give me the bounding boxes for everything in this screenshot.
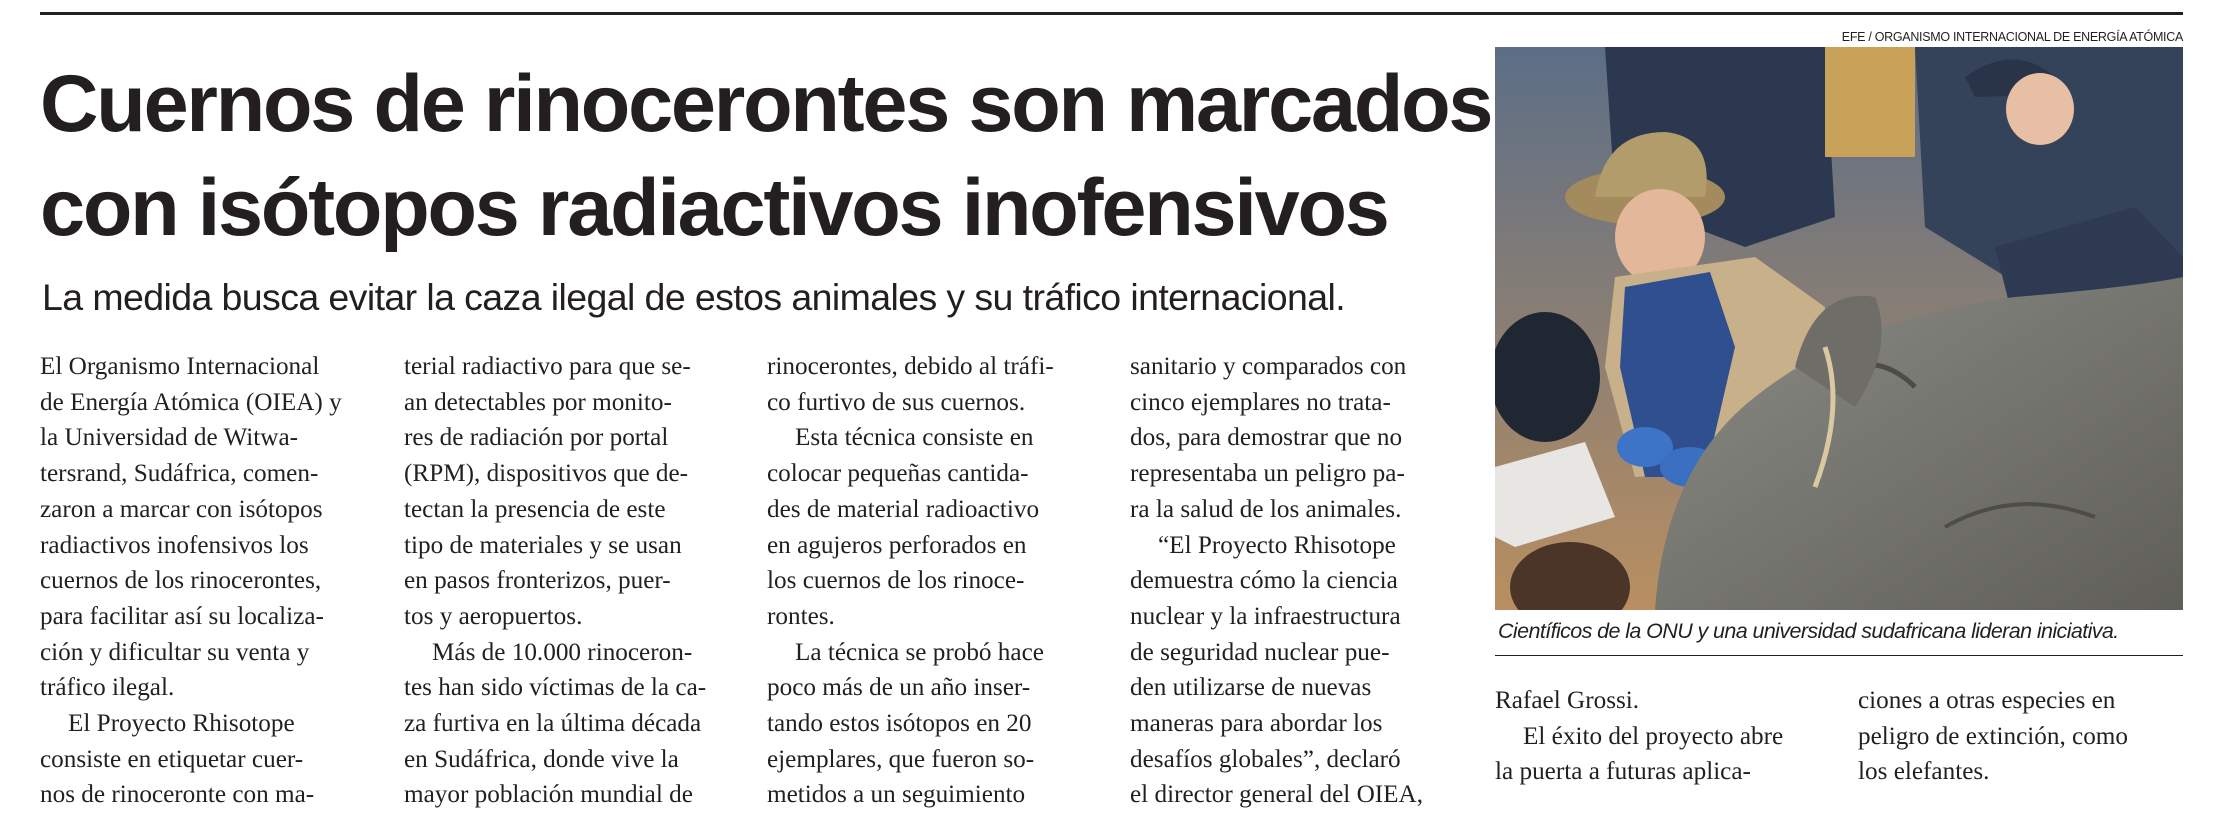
text-line: desafíos globales”, declaró <box>1130 745 1401 773</box>
text-line: la Universidad de Witwa- <box>40 424 299 452</box>
text-line: des de material radioactivo <box>767 495 1040 523</box>
text-line: rinocerontes, debido al tráfi- <box>767 353 1054 380</box>
text-line: El éxito del proyecto abre <box>1523 722 1784 750</box>
text-line: tersrand, Sudáfrica, comen- <box>40 460 319 488</box>
text-line: radiactivos inofensivos los <box>40 531 309 559</box>
text-line: tos y aeropuertos. <box>404 602 583 630</box>
text-line: tando estos isótopos en 20 <box>767 710 1032 738</box>
text-line: consiste en etiquetar cuer- <box>40 745 304 773</box>
text-line: maneras para abordar los <box>1130 710 1383 738</box>
text-line: ra la salud de los animales. <box>1130 495 1402 523</box>
article-column-2 <box>404 349 734 813</box>
text-line: ción y dificultar su venta y <box>40 638 310 666</box>
text-line: colocar pequeñas cantida- <box>767 460 1029 488</box>
text-line: mayor población mundial de <box>404 781 693 809</box>
text-line: en pasos fronterizos, puer- <box>404 567 671 595</box>
text-line: los elefantes. <box>1858 758 1990 786</box>
text-line: co furtivo de sus cuernos. <box>767 388 1026 416</box>
text-line: la puerta a futuras aplica- <box>1495 758 1751 786</box>
article-column-5 <box>1495 683 1820 790</box>
text-line: tipo de materiales y se usan <box>404 531 682 559</box>
text-line: el director general del OIEA, <box>1130 781 1424 809</box>
subheadline: La medida busca evitar la caza ilegal de estos animales y su tráfico internacional. <box>42 276 1346 318</box>
article-column-1 <box>40 349 365 813</box>
article-column-3 <box>767 349 1095 813</box>
text-line: dos, para demostrar que no <box>1130 424 1403 452</box>
rhino-photo-illustration <box>1495 47 2183 610</box>
text-line: demuestra cómo la ciencia <box>1130 567 1398 595</box>
text-line: den utilizarse de nuevas <box>1130 674 1372 702</box>
text-line: poco más de un año inser- <box>767 674 1031 702</box>
text-line: Rafael Grossi. <box>1495 687 1640 714</box>
text-line: ejemplares, que fueron so- <box>767 745 1035 773</box>
text-line: nos de rinoceronte con ma- <box>40 781 315 809</box>
text-line: metidos a un seguimiento <box>767 781 1026 809</box>
text-line: El Proyecto Rhisotope <box>68 710 295 738</box>
text-line: de Energía Atómica (OIEA) y <box>40 388 342 416</box>
text-line: ciones a otras especies en <box>1858 687 2116 714</box>
text-line: (RPM), dispositivos que de- <box>404 460 689 488</box>
article-column-6 <box>1858 683 2183 790</box>
text-line: los cuernos de los rinoce- <box>767 567 1025 595</box>
headline-line-2: con isótopos radiactivos inofensivos <box>40 163 1388 253</box>
headline-line-1: Cuernos de rinocerontes son marcados <box>40 59 1492 149</box>
text-line: El Organismo Internacional <box>40 353 320 380</box>
rhino-photo <box>1495 47 2183 610</box>
text-line: tráfico ilegal. <box>40 674 175 702</box>
text-line: de seguridad nuclear pue- <box>1130 638 1390 666</box>
text-line: za furtiva en la última década <box>404 710 702 738</box>
article-column-4 <box>1130 349 1462 813</box>
top-rule <box>40 12 2183 15</box>
headline <box>40 52 1492 260</box>
photo-caption: Científicos de la ONU y una universidad sudafricana lideran iniciativa. <box>1498 619 2119 643</box>
text-line: Más de 10.000 rinoceron- <box>432 638 693 666</box>
text-line: nuclear y la infraestructura <box>1130 602 1401 630</box>
text-line: cuernos de los rinocerontes, <box>40 567 322 595</box>
text-line: peligro de extinción, como <box>1858 722 2128 750</box>
text-line: en Sudáfrica, donde vive la <box>404 745 679 773</box>
text-line: an detectables por monito- <box>404 388 672 416</box>
text-line: sanitario y comparados con <box>1130 353 1407 380</box>
text-line: res de radiación por portal <box>404 424 669 452</box>
photo-credit: EFE / ORGANISMO INTERNACIONAL DE ENERGÍA ATÓMICA <box>1841 30 2183 44</box>
text-line: tes han sido víctimas de la ca- <box>404 674 707 702</box>
text-line: cinco ejemplares no trata- <box>1130 388 1391 416</box>
caption-rule <box>1495 655 2183 656</box>
text-line: tectan la presencia de este <box>404 495 666 523</box>
text-line: para facilitar así su localiza- <box>40 602 324 630</box>
text-line: rontes. <box>767 602 835 630</box>
text-line: representaba un peligro pa- <box>1130 460 1405 488</box>
text-line: “El Proyecto Rhisotope <box>1158 531 1396 559</box>
text-line: La técnica se probó hace <box>795 638 1044 666</box>
text-line: Esta técnica consiste en <box>795 424 1034 452</box>
text-line: terial radiactivo para que se- <box>404 353 691 380</box>
text-line: en agujeros perforados en <box>767 531 1027 559</box>
text-line: zaron a marcar con isótopos <box>40 495 323 523</box>
